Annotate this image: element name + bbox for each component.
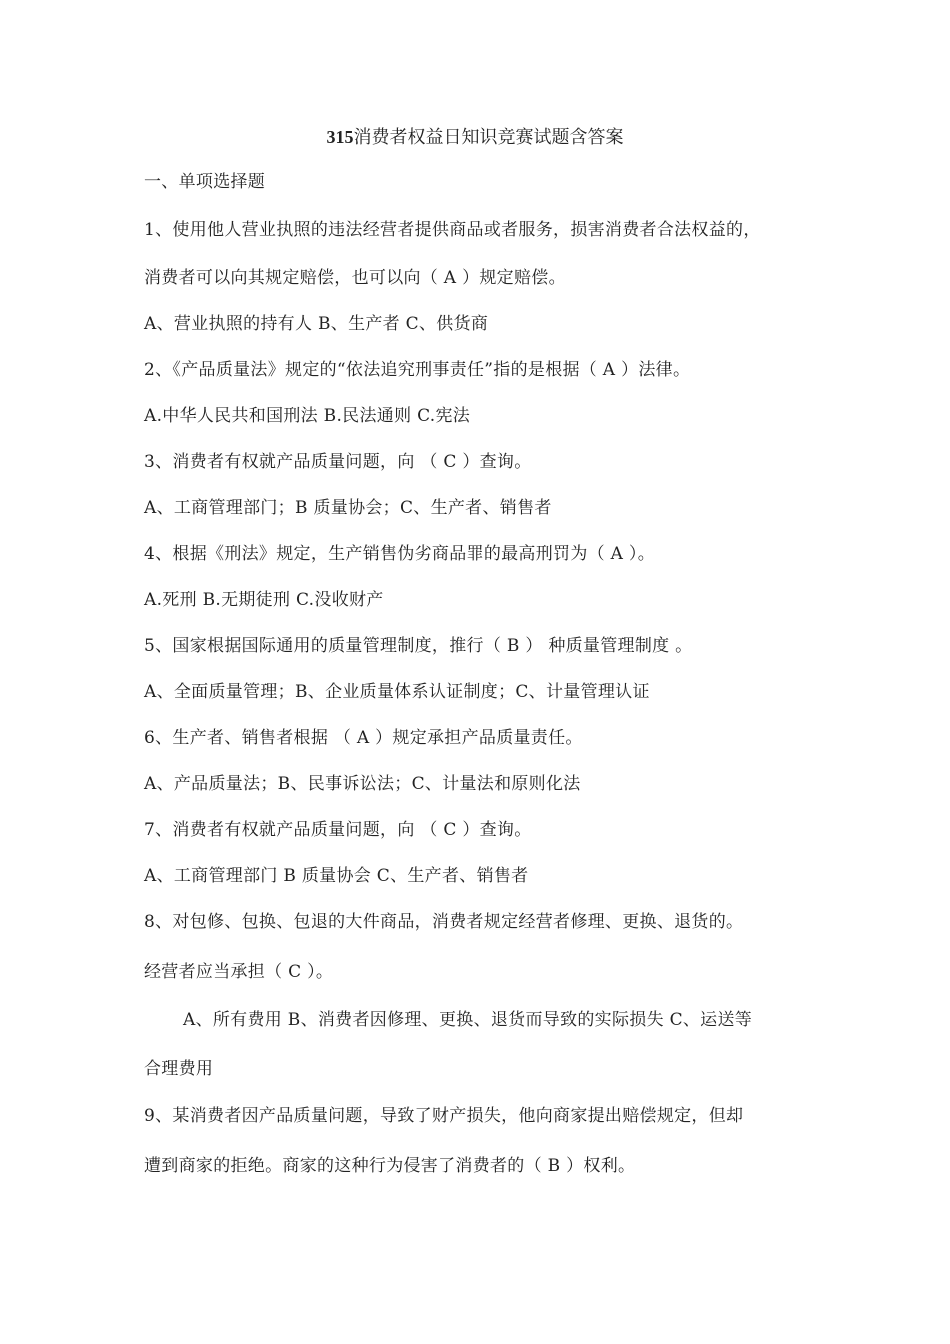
- question-9-text-cont: 遭到商家的拒绝。商家的这种行为侵害了消费者的（ B ）权利。: [144, 1156, 636, 1176]
- question-5-options: A、全面质量管理；B、企业质量体系认证制度；C、计量管理认证: [144, 682, 650, 702]
- question-8-options: A、所有费用 B、消费者因修理、更换、退货而导致的实际损失 C、运送等: [183, 1010, 753, 1030]
- question-4-text: 4、根据《刑法》规定，生产销售伪劣商品罪的最高刑罚为（ A ）。: [144, 544, 655, 564]
- question-8-text-cont: 经营者应当承担（ C ）。: [144, 962, 334, 982]
- question-7-text: 7、消费者有权就产品质量问题，向 （ C ）查询。: [144, 820, 532, 840]
- question-2-options: A.中华人民共和国刑法 B.民法通则 C.宪法: [144, 406, 471, 426]
- question-6-options: A、产品质量法；B、民事诉讼法；C、计量法和原则化法: [144, 774, 581, 794]
- question-6-text: 6、生产者、销售者根据 （ A ）规定承担产品质量责任。: [144, 728, 583, 748]
- question-4-options: A.死刑 B.无期徒刑 C.没收财产: [144, 590, 384, 610]
- question-5-text: 5、国家根据国际通用的质量管理制度，推行（ B ） 种质量管理制度 。: [144, 636, 693, 656]
- section-heading: 一、单项选择题: [144, 172, 266, 192]
- document-title: [0, 124, 950, 151]
- question-1-options: A、营业执照的持有人 B、生产者 C、供货商: [144, 314, 489, 334]
- question-2-text: 2、《产品质量法》规定的“依法追究刑事责任”指的是根据（ A ）法律。: [144, 360, 691, 380]
- question-8-text: 8、对包修、包换、包退的大件商品，消费者规定经营者修理、更换、退货的。: [144, 912, 744, 932]
- question-1-text: 1、使用他人营业执照的违法经营者提供商品或者服务，损害消费者合法权益的，: [144, 220, 761, 240]
- title-number: 315: [326, 127, 354, 147]
- question-3-options: A、工商管理部门；B 质量协会；C、生产者、销售者: [144, 498, 552, 518]
- question-9-text: 9、某消费者因产品质量问题，导致了财产损失，他向商家提出赔偿规定，但却: [144, 1106, 744, 1126]
- question-8-options-cont: 合理费用: [144, 1059, 214, 1079]
- title-text: 消费者权益日知识竞赛试题含答案: [353, 127, 624, 148]
- question-3-text: 3、消费者有权就产品质量问题，向 （ C ）查询。: [144, 452, 532, 472]
- question-1-text-cont: 消费者可以向其规定赔偿，也可以向（ A ）规定赔偿。: [144, 268, 566, 288]
- question-7-options: A、工商管理部门 B 质量协会 C、生产者、销售者: [144, 866, 529, 886]
